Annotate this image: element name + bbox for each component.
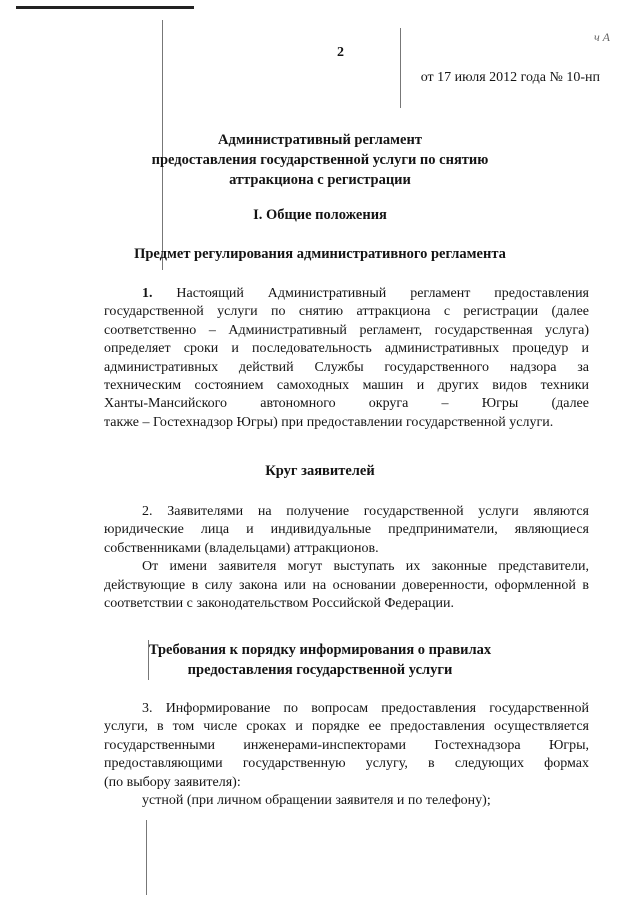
heading-line: предоставления государственной услуги — [187, 662, 453, 678]
paragraph-line: 1. Настоящий Административный регламент предоставления — [142, 286, 589, 301]
subsection-heading-info — [0, 640, 640, 680]
paragraph-line: юридические лица и индивидуальные предприниматели, являющиеся — [104, 522, 589, 538]
paragraph-line: техническим состоянием самоходных машин и других видов техники — [104, 377, 589, 393]
subsection-heading-subject: Предмет регулирования административного регламента — [134, 246, 506, 262]
scan-artifact-line — [400, 28, 401, 108]
paragraph-line: 3. Информирование по вопросам предоставления государственной — [142, 701, 589, 716]
paragraph-line: собственниками (владельцами) аттракционов. — [104, 540, 379, 556]
paragraph-line: государственными инженерами-инспекторами Гостехнадзора Югры, — [104, 737, 589, 753]
document-title — [0, 130, 640, 190]
title-line: предоставления государственной услуги по снятию — [151, 152, 489, 168]
title-line: Административный регламент — [218, 132, 422, 148]
paragraph-line: соответственно – Административный регламент, государственная услуга) — [104, 322, 589, 338]
paragraph-line: определяет сроки и последовательность административных процедур и — [104, 341, 589, 357]
section-heading-general: I. Общие положения — [253, 207, 387, 223]
scan-artifact-bar — [16, 6, 194, 9]
paragraph-line: административных действий Службы государственного надзора за — [104, 359, 589, 375]
paragraph-line: Ханты-Мансийского автономного округа – Югры (далее — [104, 396, 589, 412]
paragraph-line: устной (при личном обращении заявителя и по телефону); — [142, 792, 491, 808]
paragraph-line: соответствии с законодательством Российской Федерации. — [104, 595, 454, 611]
paragraph-line: также – Гостехнадзор Югры) при предоставлении государственной услуги. — [104, 414, 554, 430]
paragraph-line: (по выбору заявителя): — [104, 774, 241, 790]
paragraph-1 — [104, 285, 589, 432]
paragraph-line: действующие в силу закона или на основании доверенности, оформленной в — [104, 577, 589, 593]
paragraph-3 — [104, 700, 589, 810]
subsection-heading-applicants: Круг заявителей — [265, 463, 375, 479]
paragraph-line: предоставляющими государственную услугу, в следующих формах — [104, 756, 589, 772]
paragraph-number: 1. — [142, 286, 153, 301]
corner-handwritten-mark: ч А — [593, 30, 610, 44]
paragraph-line: 2. Заявителями на получение государственной услуги являются — [142, 504, 589, 519]
title-line: аттракциона с регистрации — [229, 172, 411, 188]
page-number: 2 — [337, 45, 344, 60]
paragraph-line: От имени заявителя могут выступать их законные представители, — [142, 559, 589, 575]
paragraph-line: государственной услуги по снятию аттракциона с регистрации (далее — [104, 304, 589, 320]
document-reference: от 17 июля 2012 года № 10-нп — [420, 70, 600, 85]
heading-line: Требования к порядку информирования о правилах — [148, 642, 492, 658]
scan-artifact-line — [146, 820, 147, 895]
paragraph-line: услуги, в том числе сроках и порядке ее предоставления осуществляется — [104, 719, 589, 735]
paragraph-2 — [104, 503, 589, 613]
